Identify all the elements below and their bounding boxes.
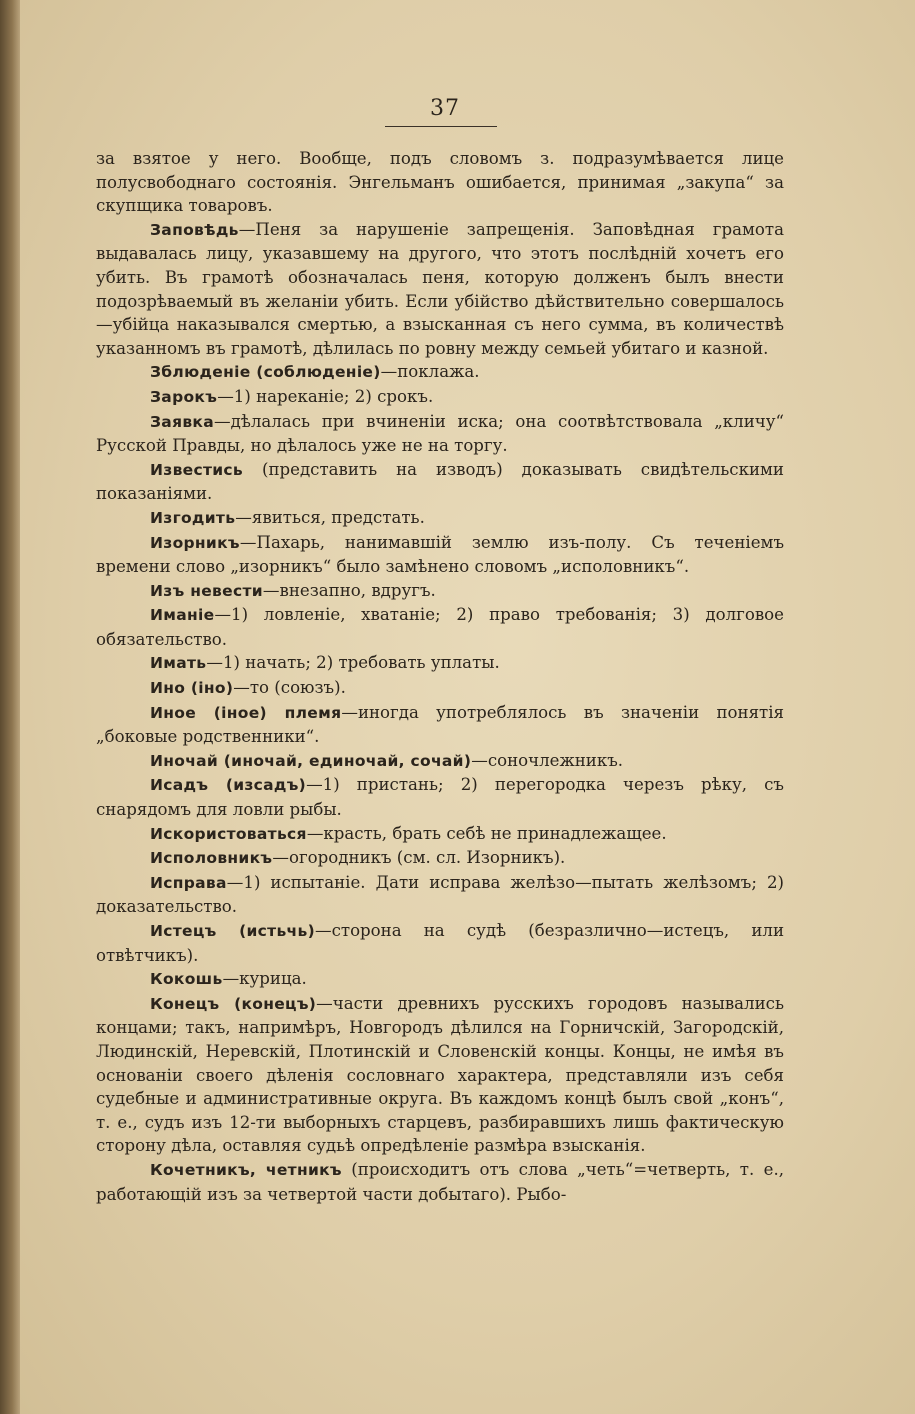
dictionary-entry [96,531,784,579]
entry-definition: —поклажа. [380,362,480,382]
entry-definition: —иногда употреблялось въ значеніи понятія „боковые родственники“. [96,702,784,747]
entry-headword: Изорникъ [150,533,240,552]
entry-headword: Заповѣдь [150,220,239,239]
entry-headword: Изгодить [150,508,236,527]
dictionary-entry [96,385,784,410]
book-page [20,0,915,1414]
entry-definition: —огородникъ (см. сл. Изорникъ). [272,848,566,868]
dictionary-entry [96,458,784,506]
dictionary-entry [96,676,784,701]
page-number-rule [385,126,497,127]
continuation-paragraph: за взятое у него. Вообще, подъ словомъ з. подразумѣвается лице полусвободнаго состоянія. Энгельманъ ошибается, принимая „закупа“ за скупщика товаровъ. [96,149,784,216]
entry-headword: Заявка [150,412,215,431]
dictionary-entry [96,919,784,967]
dictionary-entry [96,992,784,1158]
entry-headword: Иманіе [150,606,215,625]
dictionary-entry [96,218,784,361]
dictionary-entry [96,701,784,749]
dictionary-body [96,147,784,1206]
entry-definition: —красть, брать себѣ не принадлежащее. [306,823,667,843]
dictionary-entries [96,218,784,1206]
entry-headword: Ино (іно) [150,679,234,698]
entry-definition: —курица. [222,969,307,989]
entry-definition: —внезапно, вдругъ. [262,580,436,600]
entry-headword: Кочетникъ, четникъ [150,1160,342,1179]
entry-definition: —1) испытаніе. Дати исправа желѣзо—пытать желѣзомъ; 2) доказательство. [96,872,784,917]
entry-headword: Исправа [150,873,227,892]
dictionary-entry [96,846,784,871]
dictionary-entry [96,1158,784,1206]
dictionary-entry [96,773,784,821]
entry-definition: —дѣлалась при вчиненіи иска; она соотвѣтствовала „кличу“ Русской Правды, но дѣлалось уже не на торгу. [96,411,784,456]
entry-headword: Конецъ (конецъ) [150,994,317,1013]
entry-definition: —1) нареканіе; 2) срокъ. [217,386,434,406]
entry-headword: Зблюденіе (соблюденіе) [150,363,381,382]
entry-headword: Истецъ (истьчь) [150,922,315,940]
entry-definition: —части древнихъ русскихъ городовъ назывались концами; такъ, напримѣръ, Новгородъ дѣлился на Горничскій, Загородскій, Людинскій, Неревскій, Плотинскій и Словенскій концы. Концы, не имѣя въ основаніи своего дѣленія сословнаго характера, представляли изъ себя судебные и административные округа. Въ каждомъ концѣ былъ свой „конъ“, т. е., судъ изъ 12-ти выборныхъ старцевъ, разбиравшихъ лишь фактическую сторону дѣла, оставляя судьѣ опредѣленіе размѣра взысканія. [96,993,784,1156]
entry-headword: Искористоваться [150,824,307,843]
entry-definition: —то (союзъ). [233,678,346,698]
dictionary-entry [96,603,784,651]
entry-definition: —1) пристань; 2) перегородка черезъ рѣку, съ снарядомъ для ловли рыбы. [96,775,784,820]
entry-headword: Кокошь [150,970,223,989]
dictionary-entry [96,506,784,531]
dictionary-entry [96,822,784,847]
page-number: 37 [430,96,460,121]
entry-headword: Иночай (иночай, единочай, сочай) [150,751,472,770]
entry-definition: —Пеня за нарушеніе запрещенія. Заповѣдная грамота выдавалась лицу, указавшему на другого, что этотъ послѣдній хочетъ его убить. Въ грамотѣ обозначалась пеня, которую долженъ былъ внести подозрѣваемый въ желаніи убить. Если убійство дѣйствительно совершалось—убійца наказывался смертью, а взысканная съ него сумма, въ количествѣ указанномъ въ грамотѣ, дѣлилась по ровну между семьей убитаго и казной. [96,219,784,358]
entry-headword: Изъ невести [150,581,263,600]
book-spine [0,0,20,1414]
entry-definition: —Пахарь, нанимавшій землю изъ-полу. Съ теченіемъ времени слово „изорникъ“ было замѣнено словомъ „исполовникъ“. [96,532,784,577]
entry-definition: —явиться, предстать. [235,507,425,527]
entry-definition: (происходитъ отъ слова „четь“=четверть, т. е., работающій изъ за четвертой части добытаго). Рыбо- [96,1159,784,1204]
entry-headword: Зарокъ [150,387,218,406]
entry-headword: Исадъ (изсадъ) [150,776,307,795]
entry-headword: Имать [150,654,207,673]
entry-headword: Исполовникъ [150,849,273,868]
entry-definition: (представить на изводъ) доказывать свидѣтельскими показаніями. [96,459,784,504]
entry-definition: —соночлежникъ. [471,750,624,770]
dictionary-entry [96,967,784,992]
dictionary-entry [96,651,784,676]
entry-definition: —1) ловленіе, хватаніе; 2) право требованія; 3) долговое обязательство. [96,605,784,649]
entry-definition: —сторона на судѣ (безразлично—истецъ, или отвѣтчикъ). [96,921,785,965]
entry-headword: Иное (іное) племя [150,703,342,722]
dictionary-entry [96,871,784,919]
dictionary-entry [96,410,784,458]
entry-headword: Известись [150,460,244,479]
entry-definition: —1) начать; 2) требовать уплаты. [206,653,500,673]
dictionary-entry [96,360,784,385]
dictionary-entry [96,749,784,774]
dictionary-entry [96,579,784,604]
